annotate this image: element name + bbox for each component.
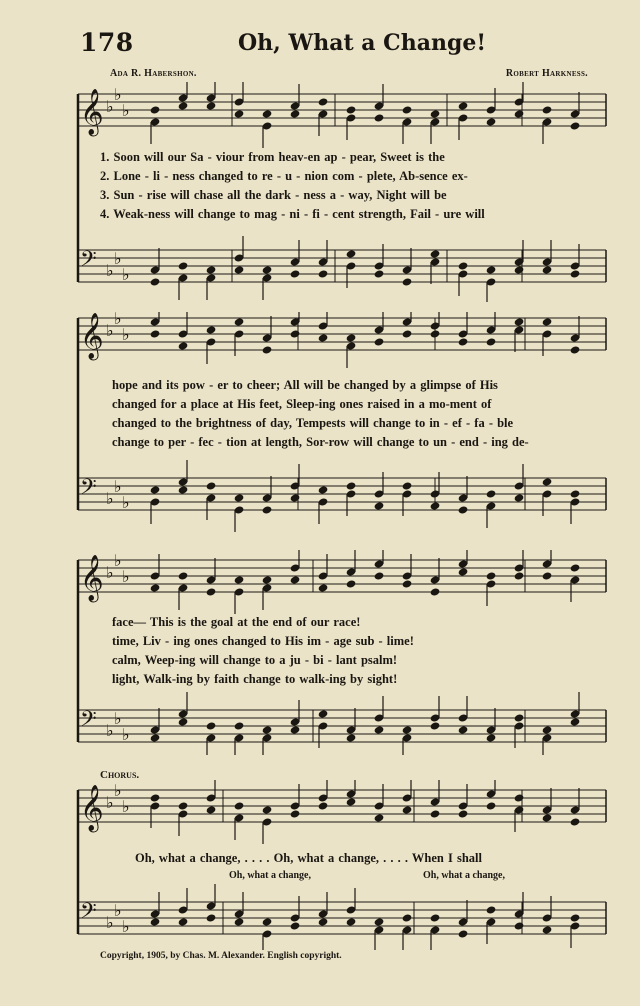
- flat-sign-icon: ♭: [106, 913, 114, 932]
- note-head: [346, 105, 357, 114]
- note-head: [346, 917, 357, 926]
- copyright-notice: Copyright, 1905, by Chas. M. Alexander. English copyright.: [100, 951, 342, 961]
- note-head: [150, 733, 161, 742]
- note-head: [150, 277, 161, 286]
- bass-staff: [78, 475, 606, 512]
- note-head: [514, 265, 525, 274]
- note-head: [374, 337, 385, 346]
- note-head: [234, 265, 245, 274]
- note-head: [290, 109, 301, 118]
- note-head: [150, 329, 161, 338]
- note-head: [486, 801, 497, 810]
- flat-sign-icon: ♭: [122, 101, 130, 120]
- note-head: [206, 721, 217, 730]
- note-head: [570, 913, 581, 922]
- note-head: [150, 793, 161, 802]
- note-head: [570, 269, 581, 278]
- note-head: [514, 793, 525, 802]
- note-head: [486, 733, 497, 742]
- author-credit: Ada R. Habershon.: [110, 68, 197, 79]
- note-head: [262, 805, 273, 814]
- note-head: [542, 571, 553, 580]
- flat-sign-icon: ♭: [114, 477, 122, 496]
- flat-sign-icon: ♭: [114, 901, 122, 920]
- note-head: [570, 717, 581, 726]
- note-head: [402, 913, 413, 922]
- page-number: 178: [80, 28, 134, 57]
- note-head: [318, 917, 329, 926]
- verse-1-line-1: 1. Soon will our Sa - viour from heav-en ap - pear, Sweet is the: [100, 150, 445, 164]
- note-head: [430, 249, 441, 258]
- note-head: [570, 817, 581, 826]
- bass-notes: [150, 460, 581, 532]
- note-head: [290, 921, 301, 930]
- note-head: [570, 563, 581, 572]
- note-head: [514, 317, 525, 326]
- note-head: [458, 809, 469, 818]
- note-head: [514, 921, 525, 930]
- flat-sign-icon: ♭: [122, 725, 130, 744]
- note-head: [290, 575, 301, 584]
- flat-sign-icon: ♭: [106, 97, 114, 116]
- note-head: [542, 925, 553, 934]
- composer-credit: Robert Harkness.: [505, 68, 588, 79]
- note-head: [262, 575, 273, 584]
- note-head: [570, 489, 581, 498]
- note-head: [402, 277, 413, 286]
- treble-clef-icon: 𝄞: [80, 313, 104, 359]
- note-head: [374, 113, 385, 122]
- note-head: [430, 501, 441, 510]
- flat-sign-icon: ♭: [106, 261, 114, 280]
- note-head: [542, 105, 553, 114]
- note-head: [178, 485, 189, 494]
- note-head: [374, 501, 385, 510]
- bass-clef-icon: 𝄢: [80, 899, 97, 929]
- bass-clef-icon: 𝄢: [80, 707, 97, 737]
- lyrics-system-2: [100, 376, 605, 452]
- flat-sign-icon: ♭: [114, 781, 122, 800]
- note-head: [150, 583, 161, 592]
- flat-sign-icon: ♭: [122, 493, 130, 512]
- note-head: [290, 493, 301, 502]
- note-head: [430, 109, 441, 118]
- note-head: [234, 721, 245, 730]
- bass-staff: [78, 247, 606, 284]
- chorus-lyrics: Oh, what a change, . . . . Oh, what a change, . . . . When I shall: [135, 851, 482, 865]
- bass-clef-icon: 𝄢: [80, 247, 97, 277]
- treble-clef-icon: 𝄞: [80, 555, 104, 601]
- note-head: [234, 575, 245, 584]
- verse-4-line-2: change to per - fec - tion at length, Sor-row will change to un - end - ing de-: [112, 435, 529, 449]
- note-head: [458, 261, 469, 270]
- note-head: [262, 109, 273, 118]
- note-head: [514, 493, 525, 502]
- note-head: [318, 97, 329, 106]
- note-head: [486, 489, 497, 498]
- note-head: [318, 269, 329, 278]
- verse-3-line-3: calm, Weep-ing will change to a ju - bi - lant psalm!: [112, 653, 398, 667]
- note-head: [318, 801, 329, 810]
- note-head: [318, 709, 329, 718]
- note-head: [486, 571, 497, 580]
- flat-sign-icon: ♭: [114, 709, 122, 728]
- chorus-echo-2: Oh, what a change,: [423, 870, 505, 881]
- bass-clef-icon: 𝄢: [80, 475, 97, 505]
- note-head: [178, 801, 189, 810]
- note-head: [346, 249, 357, 258]
- treble-notes: [150, 82, 581, 148]
- note-head: [318, 333, 329, 342]
- note-head: [458, 337, 469, 346]
- note-head: [514, 713, 525, 722]
- note-head: [486, 905, 497, 914]
- bass-staff: [78, 899, 606, 936]
- flat-sign-icon: ♭: [114, 249, 122, 268]
- note-head: [402, 105, 413, 114]
- note-head: [570, 121, 581, 130]
- note-head: [178, 917, 189, 926]
- treble-notes: [150, 312, 581, 368]
- chorus-label: Chorus.: [100, 769, 140, 781]
- note-head: [458, 725, 469, 734]
- bass-notes: [150, 692, 581, 755]
- note-head: [150, 105, 161, 114]
- note-head: [178, 101, 189, 110]
- note-head: [178, 717, 189, 726]
- note-head: [374, 917, 385, 926]
- note-head: [318, 485, 329, 494]
- note-head: [374, 571, 385, 580]
- flat-sign-icon: ♭: [114, 85, 122, 104]
- note-head: [542, 477, 553, 486]
- note-head: [178, 341, 189, 350]
- verse-1-line-3: face— This is the goal at the end of our race!: [112, 615, 361, 629]
- note-head: [430, 721, 441, 730]
- note-head: [150, 485, 161, 494]
- note-head: [290, 329, 301, 338]
- flat-sign-icon: ♭: [106, 793, 114, 812]
- note-head: [178, 261, 189, 270]
- flat-sign-icon: ♭: [122, 797, 130, 816]
- note-head: [234, 493, 245, 502]
- verse-2-line-3: time, Liv - ing ones changed to His im - age sub - lime!: [112, 634, 414, 648]
- note-head: [150, 917, 161, 926]
- treble-clef-icon: 𝄞: [80, 89, 104, 135]
- note-head: [206, 913, 217, 922]
- note-head: [430, 913, 441, 922]
- note-head: [458, 505, 469, 514]
- note-head: [374, 813, 385, 822]
- verse-3-line-2: changed to the brightness of day, Tempests will change to in - ef - fa - ble: [112, 416, 514, 430]
- note-head: [402, 725, 413, 734]
- hymn-title: Oh, What a Change!: [238, 30, 486, 56]
- flat-sign-icon: ♭: [122, 265, 130, 284]
- bass-notes: [150, 236, 581, 302]
- note-head: [486, 265, 497, 274]
- flat-sign-icon: ♭: [122, 917, 130, 936]
- note-head: [430, 329, 441, 338]
- treble-clef-icon: 𝄞: [80, 785, 104, 831]
- note-head: [206, 805, 217, 814]
- note-head: [206, 101, 217, 110]
- note-head: [206, 325, 217, 334]
- note-head: [458, 929, 469, 938]
- note-head: [346, 733, 357, 742]
- chorus-echo-1: Oh, what a change,: [229, 870, 311, 881]
- note-head: [402, 579, 413, 588]
- note-head: [262, 345, 273, 354]
- flat-sign-icon: ♭: [106, 489, 114, 508]
- note-head: [178, 571, 189, 580]
- flat-sign-icon: ♭: [106, 721, 114, 740]
- note-head: [486, 337, 497, 346]
- note-head: [430, 587, 441, 596]
- note-head: [206, 587, 217, 596]
- note-head: [458, 101, 469, 110]
- note-head: [346, 797, 357, 806]
- verse-2-line-1: 2. Lone - li - ness changed to re - u - nion com - plete, Ab-sence ex-: [100, 169, 468, 183]
- lyrics-system-3: [100, 613, 605, 689]
- note-head: [402, 329, 413, 338]
- flat-sign-icon: ♭: [122, 325, 130, 344]
- flat-sign-icon: ♭: [114, 551, 122, 570]
- note-head: [290, 809, 301, 818]
- verse-3-line-1: 3. Sun - rise will chase all the dark - ness a - way, Night will be: [100, 188, 447, 202]
- note-head: [542, 317, 553, 326]
- note-head: [290, 269, 301, 278]
- flat-sign-icon: ♭: [106, 321, 114, 340]
- note-head: [262, 725, 273, 734]
- note-head: [346, 481, 357, 490]
- note-head: [346, 579, 357, 588]
- note-head: [234, 317, 245, 326]
- verse-4-line-3: light, Walk-ing by faith change to walk-ing by sight!: [112, 672, 398, 686]
- note-head: [542, 265, 553, 274]
- note-head: [402, 481, 413, 490]
- note-head: [206, 481, 217, 490]
- flat-sign-icon: ♭: [106, 563, 114, 582]
- lyrics-system-1: [100, 148, 605, 224]
- note-head: [206, 265, 217, 274]
- note-head: [514, 571, 525, 580]
- note-head: [542, 813, 553, 822]
- note-head: [374, 269, 385, 278]
- note-head: [346, 333, 357, 342]
- bass-notes: [150, 884, 581, 950]
- note-head: [486, 117, 497, 126]
- note-head: [458, 567, 469, 576]
- note-head: [402, 805, 413, 814]
- note-head: [234, 917, 245, 926]
- note-head: [290, 725, 301, 734]
- flat-sign-icon: ♭: [122, 567, 130, 586]
- note-head: [234, 109, 245, 118]
- verse-2-line-2: changed for a place at His feet, Sleep-ing ones raised in a mo-ment of: [112, 397, 492, 411]
- note-head: [570, 345, 581, 354]
- flat-sign-icon: ♭: [114, 312, 122, 328]
- note-head: [262, 265, 273, 274]
- note-head: [318, 583, 329, 592]
- note-head: [514, 109, 525, 118]
- note-head: [262, 505, 273, 514]
- note-head: [234, 801, 245, 810]
- verse-4-line-1: 4. Weak-ness will change to mag - ni - fi - cent strength, Fail - ure will: [100, 207, 485, 221]
- note-head: [262, 917, 273, 926]
- note-head: [542, 725, 553, 734]
- note-head: [374, 725, 385, 734]
- note-head: [430, 809, 441, 818]
- verse-1-line-2: hope and its pow - er to cheer; All will be changed by a glimpse of His: [112, 378, 498, 392]
